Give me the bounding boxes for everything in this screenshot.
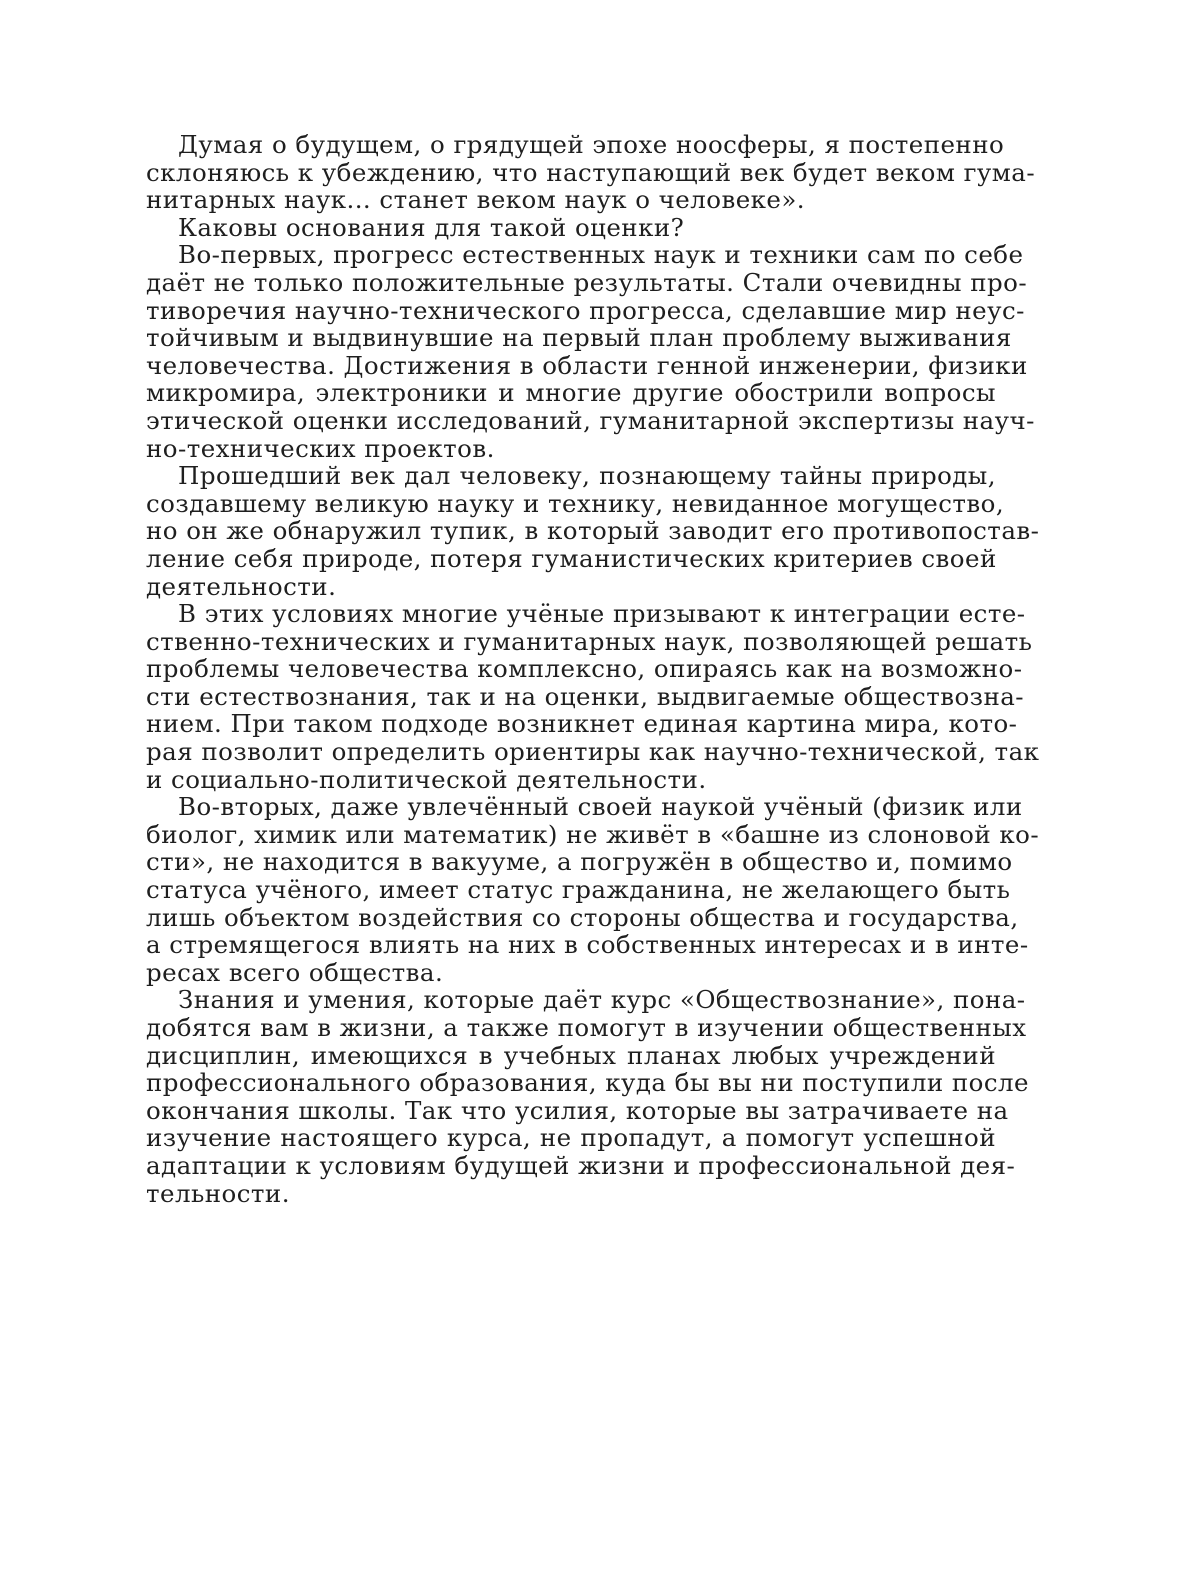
paragraph xyxy=(146,240,1035,463)
text-line: но он же обнаружил тупик, в который заводит его противопостав- xyxy=(146,516,1040,546)
text-line: ресах всего общества. xyxy=(146,957,444,987)
text-line: дисциплин, имеющихся в учебных планах любых учреждений xyxy=(146,1040,996,1070)
text-line: человечества. Достижения в области генной инженерии, физики xyxy=(146,350,1028,380)
text-line: тиворечия научно-технического прогресса, сделавшие мир неус- xyxy=(146,295,1025,325)
text-line: адаптации к условиям будущей жизни и профессиональной дея- xyxy=(146,1150,1016,1180)
text-line: а стремящегося влиять на них в собственных интересах и в инте- xyxy=(146,930,1029,960)
text-line: статуса учёного, имеет статус гражданина, не желающего быть xyxy=(146,875,1011,905)
text-line: проблемы человечества комплексно, опираясь как на возможно- xyxy=(146,654,1023,684)
paragraph xyxy=(146,599,1040,794)
text-line: деятельности. xyxy=(146,571,337,601)
text-line: биолог, химик или математик) не живёт в «башне из слоновой ко- xyxy=(146,819,1040,849)
paragraph xyxy=(146,214,996,242)
text-line: В этих условиях многие учёные призывают к интеграции есте- xyxy=(178,599,1026,629)
text-line: и социально-политической деятельности. xyxy=(146,764,707,794)
text-line: Во-первых, прогресс естественных наук и техники сам по себе xyxy=(178,240,1024,270)
body-text xyxy=(146,130,1040,1208)
text-line: лишь объектом воздействия со стороны общества и государства, xyxy=(146,902,1019,932)
paragraph xyxy=(146,130,1036,215)
text-line: рая позволит определить ориентиры как научно-технической, так xyxy=(146,737,1040,767)
text-line: даёт не только положительные результаты. Стали очевидны про- xyxy=(146,267,1028,297)
text-line: тельности. xyxy=(146,1178,290,1208)
paragraph xyxy=(146,792,1040,987)
text-line: добятся вам в жизни, а также помогут в изучении общественных xyxy=(146,1013,1027,1042)
text-line: тойчивым и выдвинувшие на первый план проблему выживания xyxy=(146,323,1012,353)
text-line: ление себя природе, потеря гуманистических критериев своей xyxy=(146,543,997,573)
text-line: сти естествознания, так и на оценки, выдвигаемые обществозна- xyxy=(146,681,1025,711)
text-line: окончания школы. Так что усилия, которые вы затрачиваете на xyxy=(146,1095,1009,1125)
text-line: но-технических проектов. xyxy=(146,433,495,463)
text-line: изучение настоящего курса, не пропадут, а помогут успешной xyxy=(146,1123,996,1153)
text-line: склоняюсь к убеждению, что наступающий век будет веком гума- xyxy=(146,157,1036,187)
paragraph xyxy=(146,985,1029,1208)
text-line: ственно-технических и гуманитарных наук, позволяющей решать xyxy=(146,626,1033,656)
text-line: Прошедший век дал человеку, познающему тайны природы, xyxy=(178,461,996,491)
text-line: сти», не находится в вакууме, а погружён в общество и, помимо xyxy=(146,847,1013,877)
text-line: создавшему великую науку и технику, невиданное могущество, xyxy=(146,488,1005,518)
text-line: нием. При таком подходе возникнет единая картина мира, кото- xyxy=(146,709,1018,739)
text-line: Во-вторых, даже увлечённый своей наукой учёный (физик или xyxy=(178,792,1023,822)
text-line: этической оценки исследований, гуманитарной экспертизы науч- xyxy=(146,405,1035,435)
text-line: микромира, электроники и многие другие обострили вопросы xyxy=(146,378,996,408)
text-line: профессионального образования, куда бы вы ни поступили после xyxy=(146,1068,1029,1098)
text-line: Каковы основания для такой оценки? xyxy=(178,212,685,242)
text-line: Знания и умения, которые даёт курс «Обществознание», пона- xyxy=(178,985,1026,1015)
text-line: нитарных наук... станет веком наук о человеке». xyxy=(146,185,806,215)
paragraph xyxy=(146,461,1040,601)
text-line: Думая о будущем, о грядущей эпохе ноосферы, я постепенно xyxy=(178,130,1005,159)
